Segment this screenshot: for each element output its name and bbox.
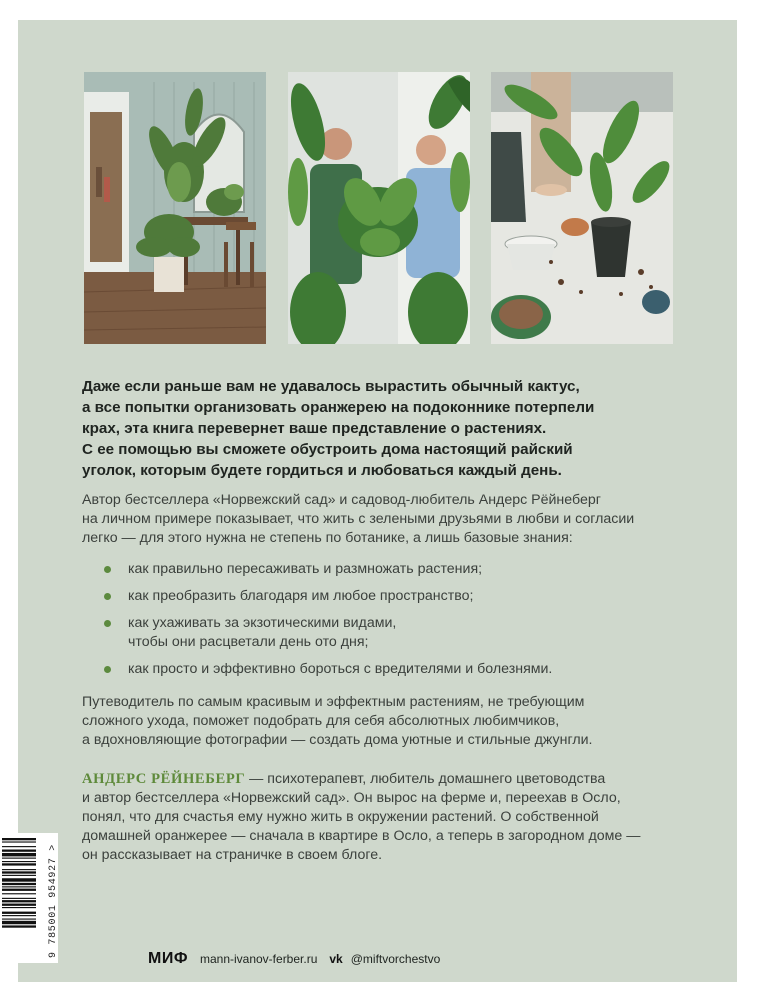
bullet-dot-icon xyxy=(104,666,111,673)
photo-interior-plants xyxy=(84,72,266,344)
barcode-bar xyxy=(2,921,36,924)
barcode-bar xyxy=(2,915,36,916)
barcode-bar xyxy=(2,883,36,885)
lead-line: а все попытки организовать оранжерею на подоконнике потерпели xyxy=(82,399,595,416)
lead-line: уголок, которым будете гордиться и любоваться каждый день. xyxy=(82,462,562,479)
barcode-bar xyxy=(2,904,36,906)
list-item-text: как правильно пересаживать и размножать растения; xyxy=(128,561,483,577)
intro-paragraph xyxy=(82,491,682,548)
barcode-bar xyxy=(2,898,36,899)
list-item-text: как ухаживать за экзотическими видами, xyxy=(128,615,397,631)
barcode-bar xyxy=(2,875,36,876)
list-item xyxy=(104,660,664,679)
barcode-bar xyxy=(2,878,36,881)
barcode-bar xyxy=(2,893,36,894)
author-bio-line: он рассказывает на страничке в своем блоге. xyxy=(82,847,383,863)
bullet-dot-icon xyxy=(104,620,111,627)
author-name: АНДЕРС РЁЙНЕБЕРГ xyxy=(82,771,246,787)
barcode-bar xyxy=(2,925,36,927)
barcode-bar xyxy=(2,919,36,920)
barcode-bar xyxy=(2,861,36,862)
lead-line: С ее помощью вы сможете обустроить дома настоящий райский xyxy=(82,441,573,458)
list-item-text: чтобы они расцветали день ото дня; xyxy=(128,634,369,650)
author-bio-line: понял, что для счастья ему нужно жить в окружении растений. О собственной xyxy=(82,809,599,825)
isbn-text: 9 785001 954927 > xyxy=(48,844,59,958)
list-item-text: как преобразить благодаря им любое пространство; xyxy=(128,588,474,604)
guide-line: а вдохновляющие фотографии — создать дома уютные и стильные джунгли. xyxy=(82,732,593,748)
barcode-bar xyxy=(2,912,36,914)
list-item xyxy=(104,587,664,606)
lead-line: крах, эта книга перевернет ваше представление о растениях. xyxy=(82,420,547,437)
barcode-bar xyxy=(2,907,36,908)
intro-line: Автор бестселлера «Норвежский сад» и садовод-любитель Андерс Рёйнеберг xyxy=(82,492,601,508)
barcode-bar xyxy=(2,841,36,842)
barcode-bar xyxy=(2,858,36,859)
author-bio-line xyxy=(82,770,682,789)
bullet-dot-icon xyxy=(104,566,111,573)
guide-paragraph xyxy=(82,693,682,750)
guide-line: Путеводитель по самым красивым и эффектным растениям, не требующим xyxy=(82,694,585,710)
author-bio xyxy=(82,770,682,865)
barcode-bar xyxy=(2,846,36,847)
isbn-number xyxy=(36,836,59,958)
list-item xyxy=(104,614,664,652)
publisher-logo: МИФ xyxy=(148,950,188,967)
publisher-footer xyxy=(148,950,440,968)
intro-line: легко — для этого нужна не степень по ботанике, а лишь базовые знания: xyxy=(82,530,573,546)
barcode-bar xyxy=(2,863,36,865)
author-bio-line: и автор бестселлера «Норвежский сад». Он вырос на ферме и, переехав в Осло, xyxy=(82,790,621,806)
author-bio-line: домашней оранжерее — сначала в квартире в Осло, а теперь в загородном доме — xyxy=(82,828,641,844)
list-item xyxy=(104,560,664,579)
barcode-bar xyxy=(2,869,36,870)
barcode-bar xyxy=(2,886,36,887)
website-link[interactable]: mann-ivanov-ferber.ru xyxy=(199,952,318,966)
photo-authors-with-plants xyxy=(288,72,470,344)
barcode-bar xyxy=(2,900,36,902)
lead-line: Даже если раньше вам не удавалось вырастить обычный кактус, xyxy=(82,378,580,395)
intro-line: на личном примере показывает, что жить с зелеными друзьями в любви и согласии xyxy=(82,511,635,527)
bullet-dot-icon xyxy=(104,593,111,600)
list-item-text: как просто и эффективно бороться с вредителями и болезнями. xyxy=(128,661,553,677)
vk-icon: vk xyxy=(329,952,343,966)
barcode-bar xyxy=(2,850,36,852)
barcode-bar xyxy=(2,838,36,840)
author-bio-text: — психотерапевт, любитель домашнего цветоводства xyxy=(245,771,606,787)
barcode-bar xyxy=(2,871,36,873)
social-handle[interactable]: @miftvorchestvo xyxy=(350,952,441,966)
feature-list xyxy=(104,560,664,687)
photo-repotting-plant xyxy=(491,72,673,344)
barcode-bar xyxy=(2,853,36,856)
barcode-bar xyxy=(2,889,36,891)
guide-line: сложного ухода, поможет подобрать для себя абсолютных любимчиков, xyxy=(82,713,560,729)
lead-paragraph xyxy=(82,376,682,481)
